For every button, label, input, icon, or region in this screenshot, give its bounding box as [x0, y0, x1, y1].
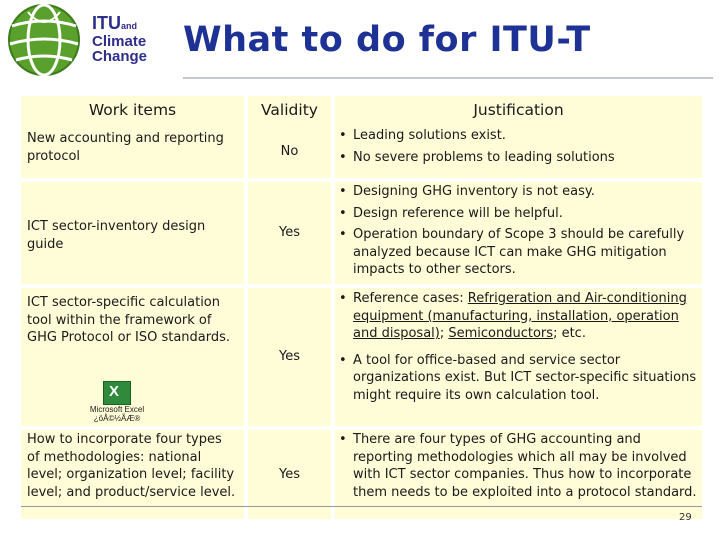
row-validity: Yes — [246, 182, 333, 284]
bullet-icon: • — [339, 291, 347, 306]
row-item: ICT sector-inventory design guide — [21, 182, 246, 284]
row-item: How to incorporate four types of methodologies: national level; organization level; facility level; and product/service level. — [21, 430, 246, 519]
bullet-icon: • — [339, 352, 347, 368]
bullet-icon: • — [339, 149, 347, 165]
footer-divider — [21, 506, 702, 507]
row-item: New accounting and reporting protocol — [21, 125, 246, 178]
row-justification: • Reference cases: Refrigeration and Air-conditioning equipment (manufacturing, installation, operation and disposal); Semiconductors; etc. • A tool for office-based and service sector organizations exist. But ICT sector-specific situations might require its own calculation tool. — [333, 288, 702, 426]
work-items-table — [21, 96, 702, 519]
table-row — [21, 288, 702, 426]
itu-climate-logo — [4, 2, 164, 78]
row-validity: Yes — [246, 430, 333, 519]
title-divider — [183, 77, 713, 79]
page-number: 29 — [679, 512, 692, 523]
bullet-icon: • — [339, 128, 347, 143]
refrigeration-link[interactable]: Refrigeration and Air-conditioning equipment (manufacturing, installation, operation and disposal) — [353, 291, 687, 342]
header-work-items: Work items — [21, 96, 246, 125]
bullet-icon: • — [339, 184, 347, 199]
row-validity: No — [246, 125, 333, 178]
slide-title: What to do for ITU-T — [183, 20, 591, 60]
bullet-icon: • — [339, 227, 347, 243]
bullet-icon: • — [339, 432, 347, 447]
globe-icon — [4, 2, 84, 78]
row-justification: • There are four types of GHG accounting and reporting methodologies which all may be involved with ICT sector companies. Thus how to incorporate them needs to be exploited into a protocol standard. — [333, 430, 702, 519]
row-validity: Yes — [246, 288, 333, 426]
table-row — [21, 125, 702, 178]
excel-icon: X — [103, 381, 131, 405]
row-justification: • Designing GHG inventory is not easy. • Design reference will be helpful. • Operation boundary of Scope 3 should be carefully analyzed because ICT can make GHG mitigation impacts to other sectors. — [333, 182, 702, 284]
semiconductors-link[interactable]: Semiconductors — [448, 326, 554, 342]
bullet-icon: • — [339, 205, 347, 221]
header-justification: Justification — [333, 96, 702, 125]
table-header-row — [21, 96, 702, 125]
row-justification: • Leading solutions exist. • No severe problems to leading solutions — [333, 125, 702, 178]
excel-embedded-object[interactable]: X Microsoft Excel ¿öÅ©½ÃÆ® — [89, 382, 145, 423]
logo-text: ITUand Climate Change — [92, 13, 148, 65]
header-validity: Validity — [246, 96, 333, 125]
row-item: ICT sector-specific calculation tool within the framework of GHG Protocol or ISO standards. X Microsoft Excel ¿öÅ©½ÃÆ® — [21, 288, 246, 426]
table-row — [21, 182, 702, 284]
